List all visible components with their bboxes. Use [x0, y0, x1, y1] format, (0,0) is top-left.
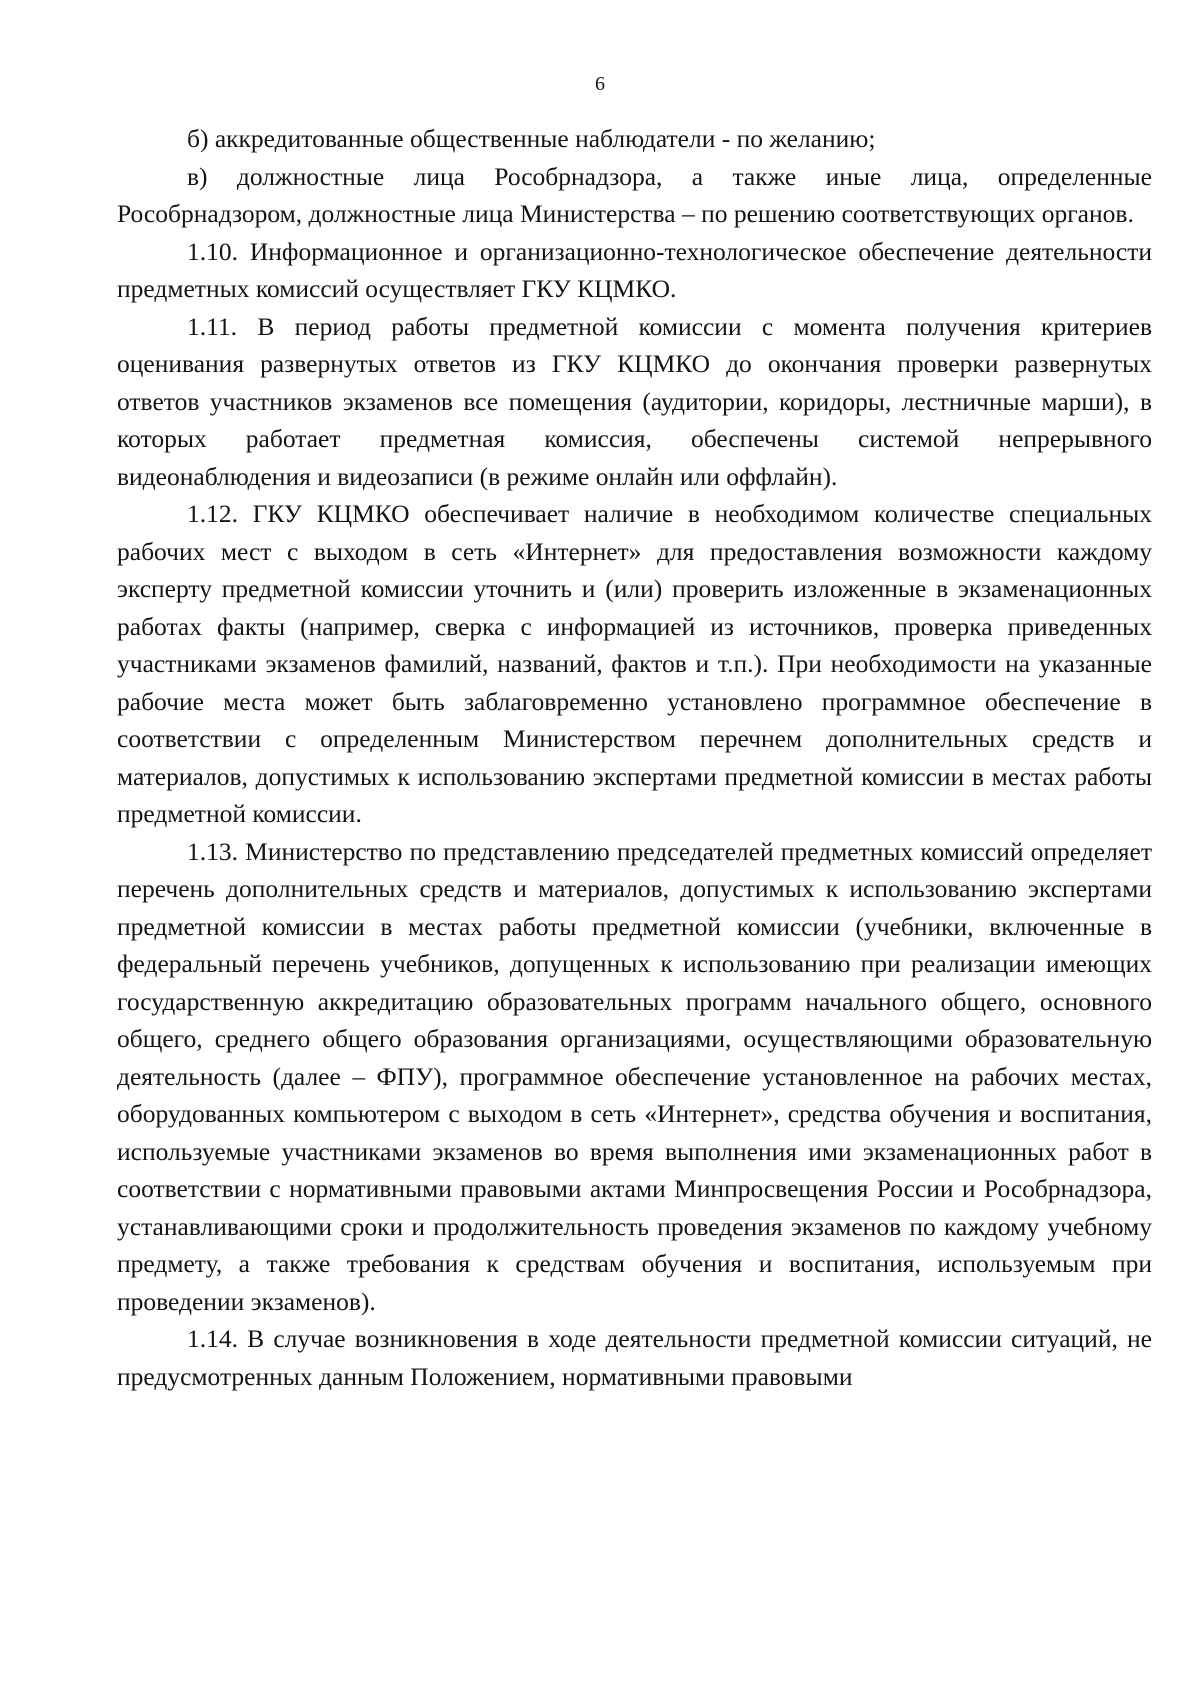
paragraph-1-12: 1.12. ГКУ КЦМКО обеспечивает наличие в необходимом количестве специальных рабочих мест с выходом в сеть «Интернет» для предоставления возможности каждому эксперту предметной комиссии уточнить и (или) проверить изложенные в экзаменационных работах факты (например, сверка с информацией из источников, проверка приведенных участниками экзаменов фамилий, названий, фактов и т.п.). При необходимости на указанные рабочие места может быть заблаговременно установлено программное обеспечение в соответствии с определенным Министерством перечнем дополнительных средств и материалов, допустимых к использованию экспертами предметной комиссии в местах работы предметной комиссии.: [117, 499, 1152, 828]
paragraph-observers: б) аккредитованные общественные наблюдатели - по желанию;: [187, 124, 876, 153]
paragraph-1-13: 1.13. Министерство по представлению председателей предметных комиссий определяет перечень дополнительных средств и материалов, допустимых к использованию экспертами предметной комиссии в местах работы предметной комиссии (учебники, включенные в федеральный перечень учебников, допущенных к использованию при реализации имеющих государственную аккредитацию образовательных программ начального общего, основного общего, среднего общего образования организациями, осуществляющими образовательную деятельность (далее – ФПУ), программное обеспечение установленное на рабочих местах, оборудованных компьютером с выходом в сеть «Интернет», средства обучения и воспитания, используемые участниками экзаменов во время выполнения ими экзаменационных работ в соответствии с нормативными правовыми актами Минпросвещения России и Рособрнадзора, устанавливающими сроки и продолжительность проведения экзаменов по каждому учебному предмету, а также требования к средствам обучения и воспитания, используемым при проведении экзаменов).: [117, 836, 1152, 1316]
paragraph-officials: в) должностные лица Рособрнадзора, а также иные лица, определенные Рособрнадзором, должностные лица Министерства – по решению соответствующих органов.: [117, 161, 1152, 228]
paragraph-1-11: 1.11. В период работы предметной комиссии с момента получения критериев оценивания развернутых ответов из ГКУ КЦМКО до окончания проверки развернутых ответов участников экзаменов все помещения (аудитории, коридоры, лестничные марши), в которых работает предметная комиссия, обеспечены системой непрерывного видеонаблюдения и видеозаписи (в режиме онлайн или оффлайн).: [117, 311, 1152, 491]
page-number: 6: [595, 73, 605, 95]
paragraph-1-14: 1.14. В случае возникновения в ходе деятельности предметной комиссии ситуаций, не предусмотренных данным Положением, нормативными правовыми: [117, 1324, 1152, 1391]
paragraph-1-10: 1.10. Информационное и организационно-технологическое обеспечение деятельности предметных комиссий осуществляет ГКУ КЦМКО.: [117, 236, 1152, 303]
document-body: [117, 120, 1152, 1395]
